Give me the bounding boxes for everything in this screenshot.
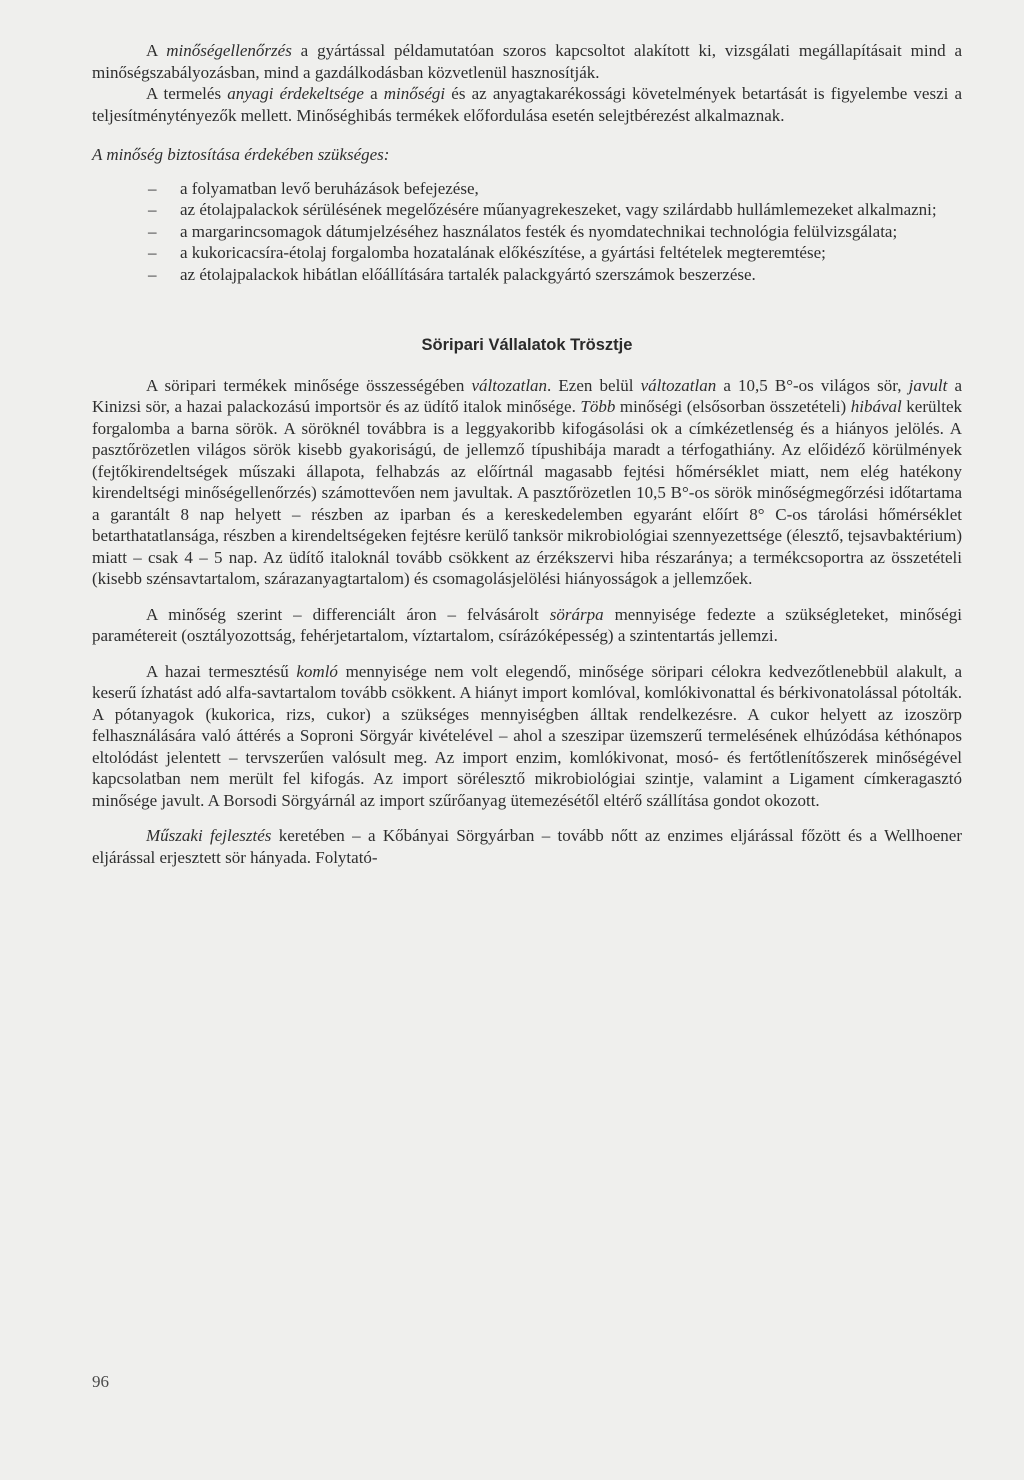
italic-run: sörárpa [549,604,604,624]
document-page [92,40,962,868]
italic-run: minőségellenőrzés [166,41,292,60]
paragraph-intro-1: A minőségellenőrzés a gyártással példamutatóan szoros kapcsoltot alakított ki, vizsgálati megállapításait mind a minőségszabályozásban, mind a gazdálkodásban közvetlenül hasznosítják. [92,41,962,82]
list-item: – a kukoricacsíra-étolaj forgalomba hozatalának előkészítése, a gyártási feltételek megteremtése; [92,242,962,264]
italic-run: minőségi [383,84,446,103]
list-subheading: A minőség biztosítása érdekében szükséges: [92,145,390,164]
paragraph-section-4: Műszaki fejlesztés keretében – a Kőbányai Sörgyárban – tovább nőtt az enzimes eljárással főzött és a Wellhoener eljárással erjesztett sör hányada. Folytató- [92,826,962,867]
paragraph-section-3: A hazai termesztésű komló mennyisége nem volt elegendő, minősége söripari célokra kedvezőtlenebbül alakult, a keserű ízhatást adó alfa-savtartalom tovább csökkent. A hiányt import komlóval, komlókivonattal és bérkivonatolással pótolták. A pótanyagok (kukorica, rizs, cukor) a szükséges mennyiségben álltak rendelkezésre. A cukor helyett az izoszörp felhasználására való áttérés a Soproni Sörgyár kivételével – ahol a szeszipar üzemszerű termelésének elhúzódása kéthónapos eltolódást jelentett – tervszerűen valósult meg. Az import enzim, komlókivonat, mosó- és fertőtlenítőszerek minőségével kapcsolatban nem merült fel kifogás. Az import sörélesztő mikrobiológiai szintje, valamint a Ligament címkeragasztó minősége javult. A Borsodi Sörgyárnál az import szűrőanyag ütemezésétől eltérő szállítása gondot okozott. [92,661,962,810]
italic-run: változatlan [471,375,548,395]
italic-run: javult [908,375,948,395]
page-number: 96 [92,1372,109,1391]
paragraph-section-2: A minőség szerint – differenciált áron – felvásárolt sörárpa mennyisége fedezte a szükségleteket, minőségi paramétereit (osztályozottság, fehérjetartalom, víztartalom, csírázóképesség) a szintentartás jellemzi. [92,604,962,645]
italic-run: komló [296,661,338,681]
list-item: – a folyamatban levő beruházások befejezése, [92,178,962,200]
italic-run: anyagi érdekeltsége [227,84,364,103]
list-item: – a margarincsomagok dátumjelzéséhez használatos festék és nyomdatechnikai technológia felülvizsgálata; [92,221,962,243]
italic-run: változatlan [640,375,717,395]
paragraph-intro-2: A termelés anyagi érdekeltsége a minőségi és az anyagtakarékossági követelmények betartását is figyelembe veszi a teljesítménytényezők mellett. Minőséghibás termékek előfordulása esetén selejtbérezést alkalmaznak. [92,84,963,125]
list-item: – az étolajpalackok sérülésének megelőzésére műanyagrekeszeket, vagy szilárdabb hullámlemezeket alkalmazni; [92,199,962,221]
italic-run: Műszaki fejlesztés [146,826,272,845]
list-item: – az étolajpalackok hibátlan előállítására tartalék palackgyártó szerszámok beszerzése. [92,264,962,286]
paragraph-section-1: A söripari termékek minősége összességében változatlan. Ezen belül változatlan a 10,5 B°-os világos sör, javult a Kinizsi sör, a hazai palackozású importsör és az üdítő italok minősége. Több minőségi (elsősorban összetételi) hibával kerültek forgalomba a barna sörök. A söröknél továbbra is a leggyakoribb kifogásolási ok a címkézetlenség és a hiányos jelölés. A pasztőrözetlen világos sörök kisebb gyakoriságú, de jellemző típushibája maradt a térfogathiány. Az előidéző körülmények (fejtőkirendeltségek műszaki állapota, felhabzás az előírtnál magasabb fejtési hőmérséklet miatt, nem elég hatékony kirendeltségi minőségellenőrzés) számottevően nem javultak. A pasztőrözetlen 10,5 B°-os sörök minőségmegőrzési időtartama a garantált 8 nap helyett – részben az iparban és a kereskedelemben egyaránt előírt 8° C-os tárolási hőmérséklet betarthatatlansága, részben a kirendeltségeken fejtésre kerülő tanksör mikrobiológiai szennyezettsége (élesztő, tejsavbaktérium) miatt – csak 4 – 5 nap. Az üdítő italoknál tovább csökkent az érzékszervi hiba részaránya; a termékcsoportra az összetételi (kisebb szénsavtartalom, szárazanyagtartalom) és csomagolásjelölési hiányosságok a jellemzőek. [92,375,963,588]
section-title: Söripari Vállalatok Trösztje [421,336,633,354]
italic-run: hibával [850,397,902,416]
italic-run: Több [580,397,616,416]
requirements-list [92,178,962,286]
